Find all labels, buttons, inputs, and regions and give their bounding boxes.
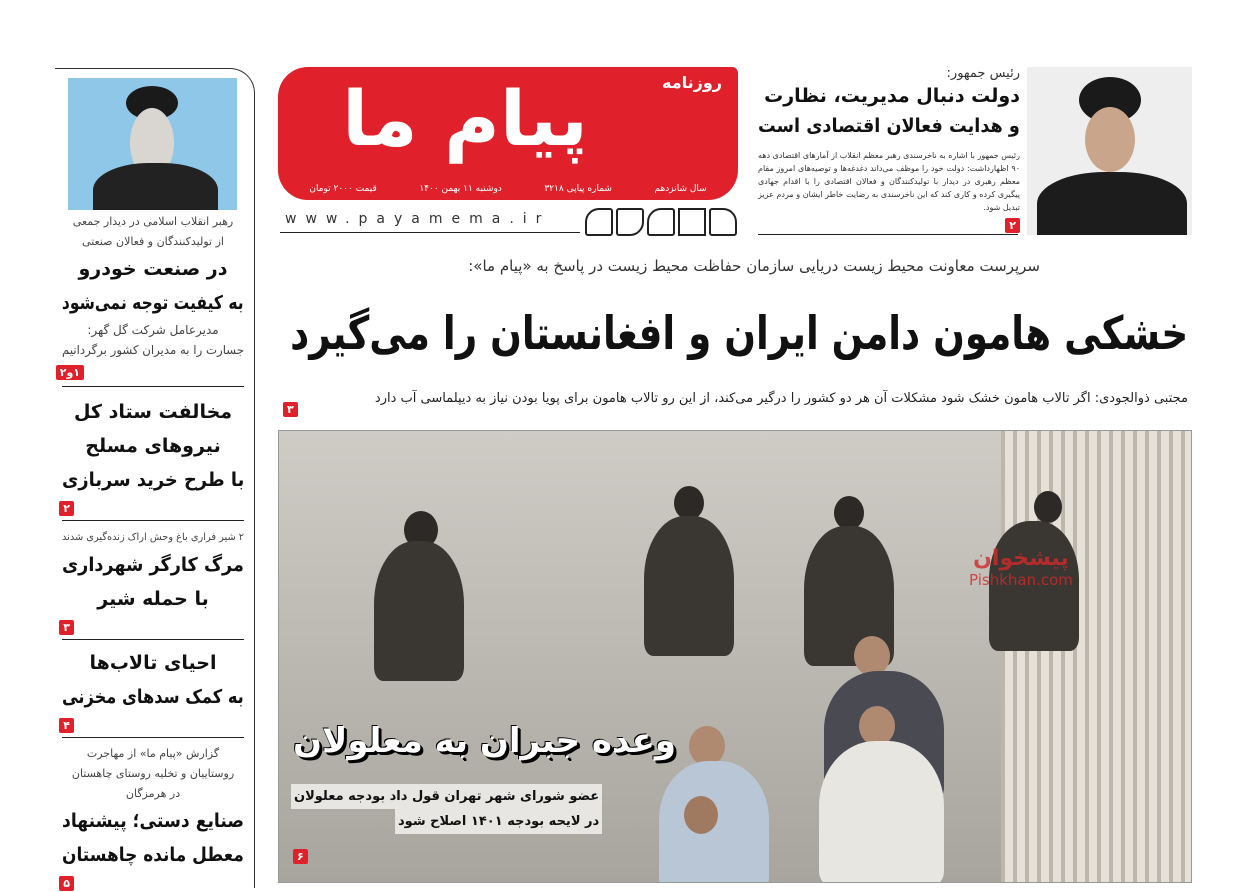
sidebar-story[interactable]: رهبر انقلاب اسلامی در دیدار جمعی از تولیدکنندگان و فعالان صنعتی در صنعت خودرو به کیفیت توجه نمی‌شود مدیرعامل شرکت گل گهر: جسارت را به مدیران کشور برگردانیم ۱و۲: [62, 212, 244, 380]
watermark: پیشخوان Pishkhan.com: [969, 546, 1073, 589]
page-badge: ۳: [283, 402, 298, 417]
president-photo: [1027, 67, 1192, 235]
sidebar-story[interactable]: گزارش «پیام ما» از مهاجرت روستاییان و تخلیه روستای چاهستان در هرمزگان صنایع دستی؛ پیشنهاد معطل مانده چاهستان ۵: [62, 744, 244, 891]
date: دوشنبه ۱۱ بهمن ۱۴۰۰: [419, 184, 502, 194]
price: قیمت ۲۰۰۰ تومان: [309, 184, 377, 194]
sidebar-story[interactable]: احیای تالاب‌ها به کمک سدهای مخزنی ۴: [62, 646, 244, 733]
logo-squares: [585, 208, 737, 236]
photo-story-sub: عضو شورای شهر تهران قول داد بودجه معلولان در لایحه بودجه ۱۴۰۱ اصلاح شود: [291, 784, 602, 834]
main-headline-box: [290, 298, 1188, 368]
page-badge: ۶: [293, 849, 308, 864]
main-kicker: سرپرست معاونت محیط زیست دریایی سازمان حفاظت محیط زیست در پاسخ به «پیام ما»:: [468, 257, 1040, 275]
newspaper-logo: پیام ما: [342, 74, 588, 163]
website[interactable]: www.payamema.ir: [285, 211, 551, 227]
main-lead: مجتبی ذوالجودی: اگر تالاب هامون خشک شود مشکلات آن هر دو کشور را درگیر می‌کند، از این رو تالاب هامون برای پویا بودن نیاز به دیپلماسی آب دارد: [374, 391, 1188, 406]
sidebar: [59, 212, 244, 891]
masthead: [278, 67, 738, 200]
top-story: [758, 66, 1020, 233]
sidebar-story[interactable]: ۲ شیر فراری باغ وحش اراک زنده‌گیری شدند مرگ کارگر شهرداری با حمله شیر ۳: [62, 527, 244, 635]
masthead-info: [288, 183, 728, 195]
issue: شماره پیاپی ۳۲۱۸: [544, 184, 612, 194]
main-kicker-box: [290, 256, 1040, 275]
top-story-kicker: رئیس جمهور:: [946, 66, 1020, 81]
leader-photo: [68, 78, 237, 210]
top-story-headline[interactable]: دولت دنبال مدیریت، نظارت و هدایت فعالان اقتصادی است: [758, 85, 1020, 137]
newspaper-logo-box: [292, 71, 638, 167]
main-lead-box: [318, 387, 1188, 406]
wheelchair-photo: [278, 430, 1192, 883]
main-headline[interactable]: خشکی هامون دامن ایران و افغانستان را می‌گیرد: [289, 306, 1188, 360]
masthead-prefix: روزنامه: [662, 73, 722, 92]
page-badge: ۲: [1005, 218, 1020, 233]
top-story-body: رئیس جمهور با اشاره به ناخرسندی رهبر معظم انقلاب از آمارهای اقتصادی دهه ۹۰ اظهارداشت: دولت خود را موظف می‌داند دغدغه‌ها و توصیه‌های امروز مقام معظم رهبری در دیدار با تولیدکنندگان و فعالان اقتصادی را با اقدام جهادی پیگیری کرده و کاری کند که این ناخرسندی به رضایت خاطر ایشان و مردم عزیز تبدیل شود.: [758, 151, 1020, 212]
volume: سال شانزدهم: [654, 184, 707, 194]
photo-story-headline[interactable]: وعده جبران به معلولان: [293, 721, 676, 761]
sidebar-story[interactable]: مخالفت ستاد کل نیروهای مسلح با طرح خرید سربازی ۲: [62, 395, 244, 516]
